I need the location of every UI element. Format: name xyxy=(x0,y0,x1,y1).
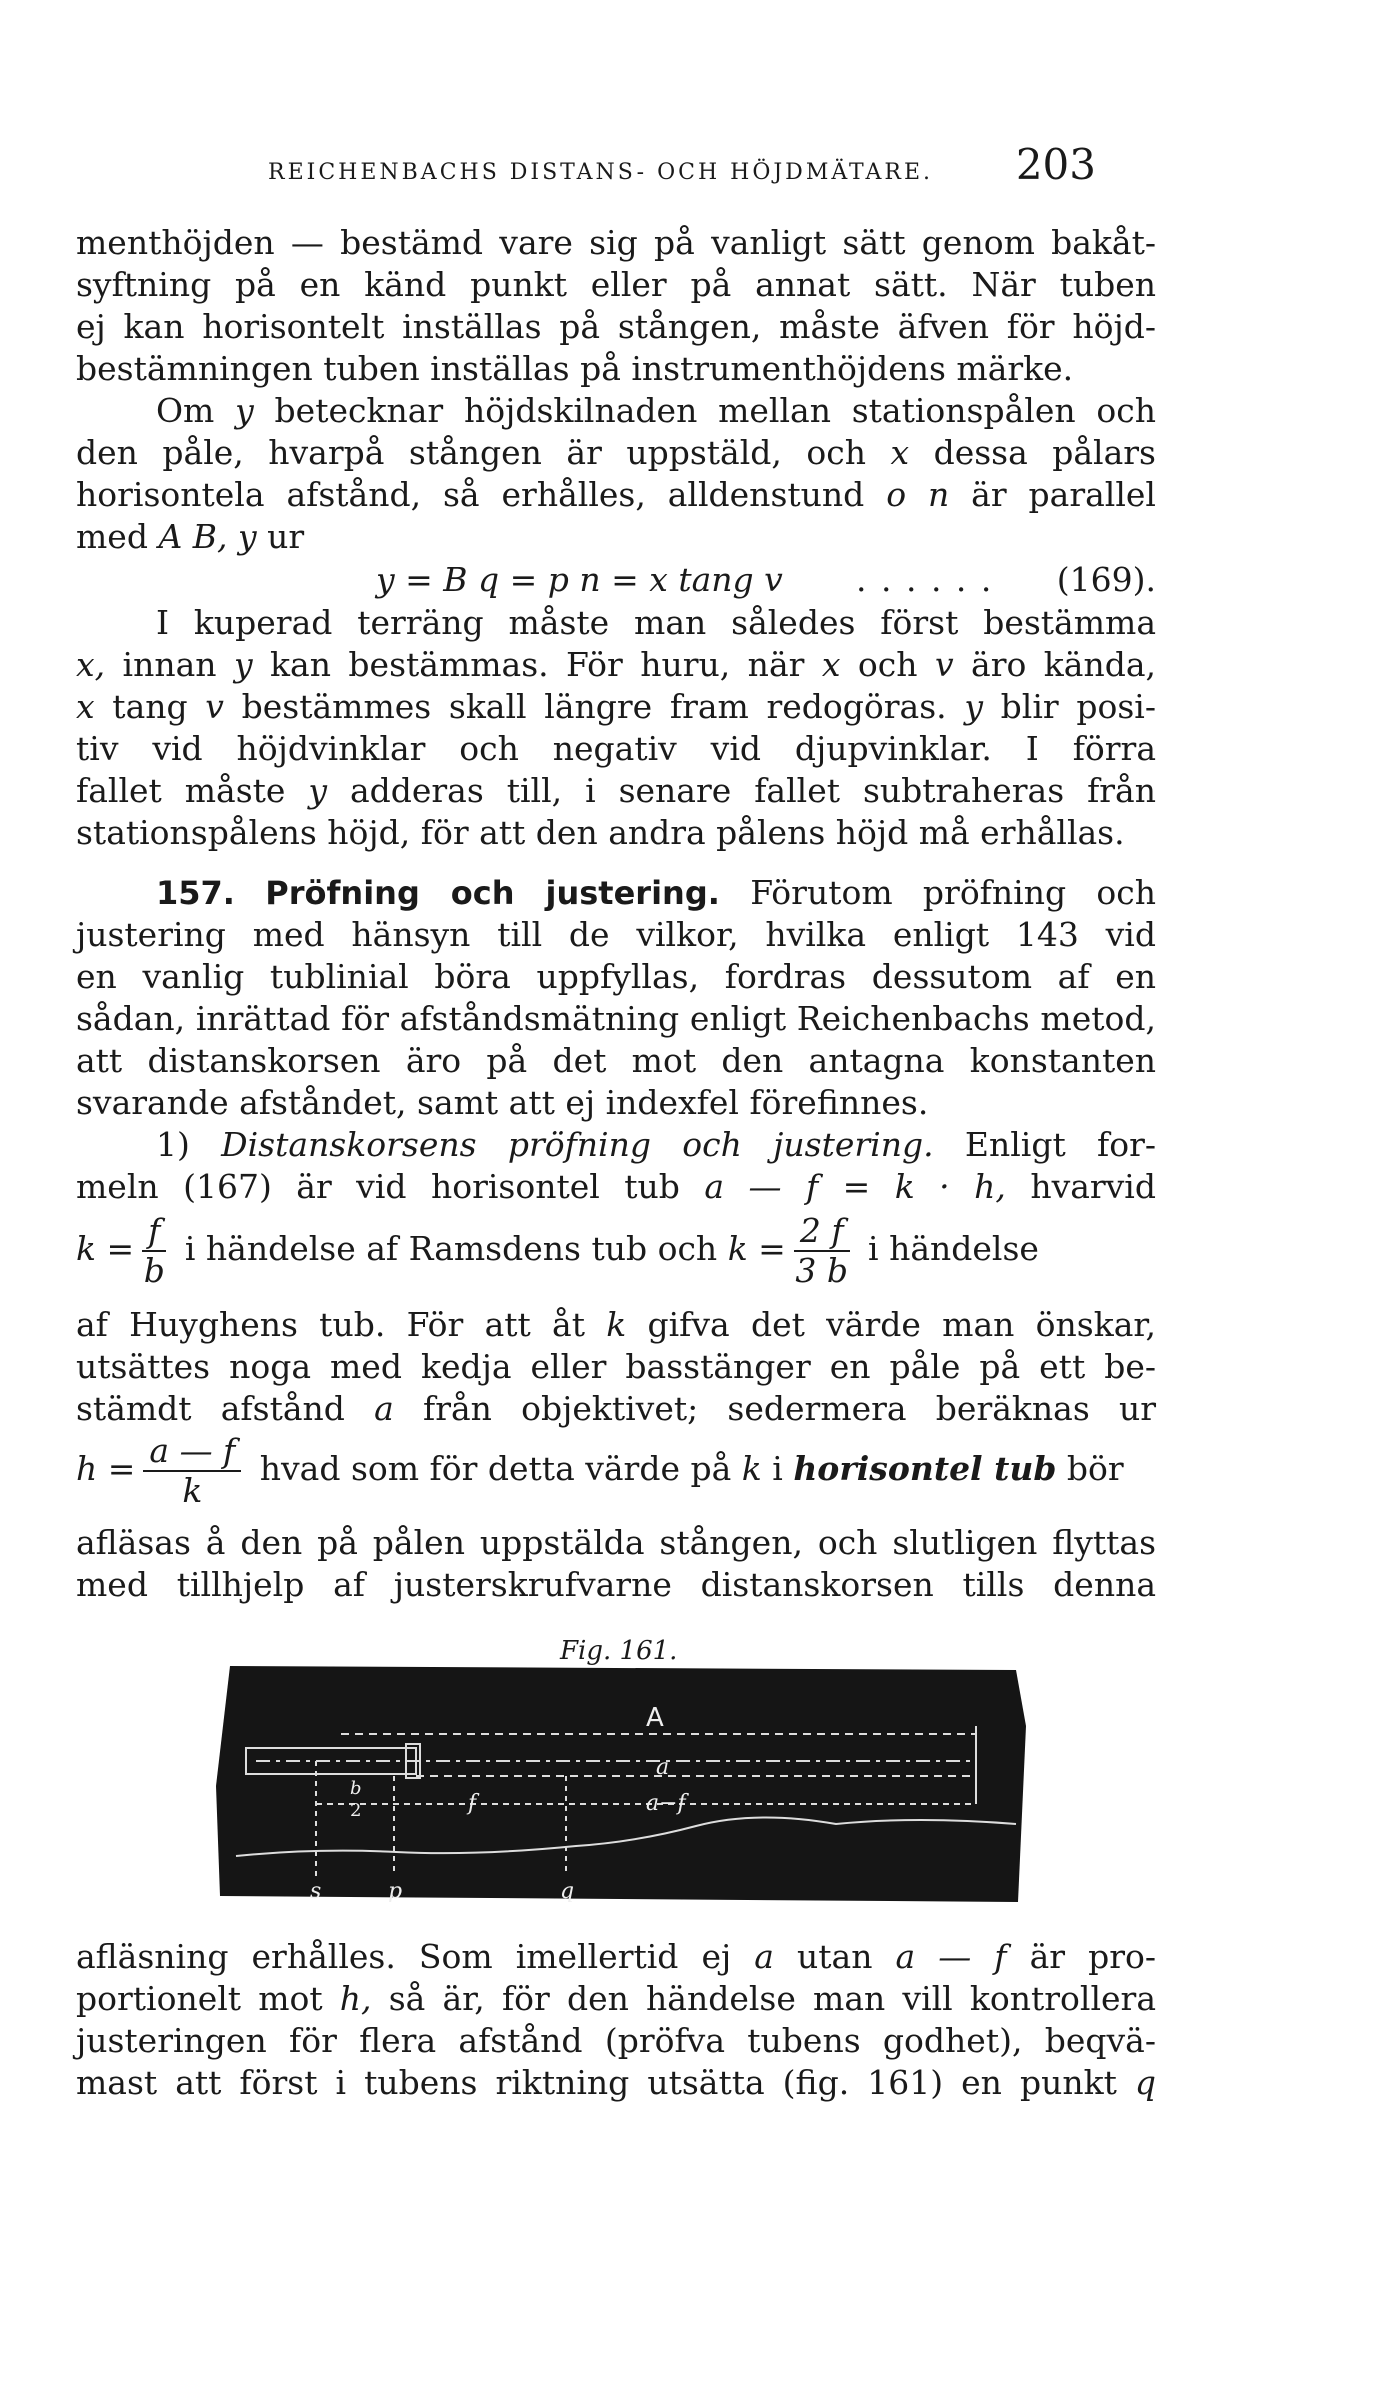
text-line: I kuperad terräng måste man således först bestämma xyxy=(156,603,1156,642)
equation-dots: . . . . . . xyxy=(856,560,994,599)
text-line: justeringen för flera afstånd (pröfva tubens godhet), beqvä- xyxy=(76,2021,1156,2060)
text-line: x, innan y kan bestämmas. För huru, när x och v äro kända, xyxy=(76,645,1156,684)
fraction-f-over-b: $\frac{f}{b}$ xyxy=(143,1211,165,1290)
text-line: afläsas å den på pålen uppstälda stången, och slutligen flyttas xyxy=(76,1523,1156,1562)
paragraph-1 xyxy=(76,222,1156,390)
label-p: p xyxy=(388,1879,403,1902)
telescope-diagram xyxy=(216,1666,1026,1902)
text-line: mast att först i tubens riktning utsätta (fig. 161) en punkt q xyxy=(76,2063,1156,2102)
fraction-line-h: h = $\frac{a — f}{k}$ hvad som för detta värde på k i horisontel tub bör xyxy=(76,1431,1124,1510)
fraction-a-minus-f-over-k: $\frac{a — f}{k}$ xyxy=(143,1432,241,1510)
text-line: med tillhjelp af justerskrufvarne distanskorsen tills denna xyxy=(76,1565,1156,1604)
text-line: bestämningen tuben inställas på instrumenthöjdens märke. xyxy=(76,349,1074,388)
text-line: fallet måste y adderas till, i senare fallet subtraheras från xyxy=(76,771,1156,810)
equation-number: (169). xyxy=(1056,560,1156,599)
fraction-2f-over-3b: $\frac{2 f}{3 b}$ xyxy=(795,1211,848,1290)
text-line: x tang v bestämmes skall längre fram redogöras. y blir posi- xyxy=(76,687,1156,726)
paragraph-5 xyxy=(76,1936,1156,2104)
page-header xyxy=(268,140,1096,200)
text-line: stämdt afstånd a från objektivet; sedermera beräknas ur xyxy=(76,1389,1156,1428)
running-title: REICHENBACHS DISTANS- OCH HÖJDMÄTARE. xyxy=(268,160,934,185)
text-line: tiv vid höjdvinklar och negativ vid djupvinklar. I förra xyxy=(76,729,1156,768)
paragraph-2 xyxy=(76,390,1156,558)
text-line: afläsning erhålles. Som imellertid ej a utan a — f är pro- xyxy=(76,1937,1156,1976)
text-line: Om y betecknar höjdskilnaden mellan stationspålen och xyxy=(156,391,1156,430)
page-number: 203 xyxy=(1015,140,1096,189)
text-line: den påle, hvarpå stången är uppstäld, och x dessa pålars xyxy=(76,433,1156,472)
text-line: justering med hänsyn till de vilkor, hvilka enligt 143 vid xyxy=(76,915,1156,954)
section-heading: Pröfning och justering. xyxy=(265,874,720,912)
text-line: svarande afståndet, samt att ej indexfel förefinnes. xyxy=(76,1083,929,1122)
paragraph-4 xyxy=(76,1124,1156,1208)
text-line: 1) Distanskorsens pröfning och justering. Enligt for- xyxy=(156,1125,1156,1164)
paragraph-3 xyxy=(76,602,1156,854)
label-s: s xyxy=(310,1879,322,1902)
text-line: ej kan horisontelt inställas på stången, måste äfven för höjd- xyxy=(76,307,1156,346)
text-line: en vanlig tublinial böra uppfyllas, fordras dessutom af en xyxy=(76,957,1156,996)
section-number: 157. xyxy=(156,874,235,912)
figure-background xyxy=(216,1666,1026,1902)
fraction-line-k: k = $\frac{f}{b}$ i händelse af Ramsdens tub och k = $\frac{2 f}{3 b}$ i händelse xyxy=(76,1211,1039,1290)
text-line: stationspålens höjd, för att den andra pålens höjd må erhållas. xyxy=(76,813,1125,852)
section-157 xyxy=(76,872,1156,1124)
text-line: att distanskorsen äro på det mot den antagna konstanten xyxy=(76,1041,1156,1080)
text-line: horisontela afstånd, så erhålles, alldenstund o n är parallel xyxy=(76,475,1156,514)
label-half-b-num: b xyxy=(350,1778,362,1799)
text-line: af Huyghens tub. För att åt k gifva det värde man önskar, xyxy=(76,1305,1157,1344)
label-half-b-den: 2 xyxy=(350,1800,362,1821)
text-line: meln (167) är vid horisontel tub a — f = k · h, hvarvid xyxy=(76,1167,1156,1206)
text-line: sådan, inrättad för afståndsmätning enligt Reichenbachs metod, xyxy=(76,999,1156,1038)
paragraph-4-end xyxy=(76,1522,1156,1606)
figure-161 xyxy=(216,1666,1026,1902)
text-line: portionelt mot h, så är, för den händelse man vill kontrollera xyxy=(76,1979,1157,2018)
label-a-minus-f: a−f xyxy=(646,1791,686,1816)
text-line: menthöjden — bestämd vare sig på vanligt sätt genom bakåt- xyxy=(76,223,1156,262)
section-heading-line: 157. Pröfning och justering. Förutom pröfning och xyxy=(156,873,1156,912)
label-q: q xyxy=(560,1879,575,1902)
text-line: utsättes noga med kedja eller basstänger en påle på ett be- xyxy=(76,1347,1156,1386)
label-a: a xyxy=(656,1755,670,1780)
text-line: med A B, y ur xyxy=(76,517,305,556)
figure-caption: Fig. 161. xyxy=(560,1636,678,1666)
label-A: A xyxy=(646,1703,664,1733)
equation-formula: y = B q = p n = x tang v xyxy=(376,560,783,599)
paragraph-4-cont xyxy=(76,1304,1156,1430)
label-f: f xyxy=(468,1791,477,1816)
text-line: syftning på en känd punkt eller på annat sätt. När tuben xyxy=(76,265,1156,304)
